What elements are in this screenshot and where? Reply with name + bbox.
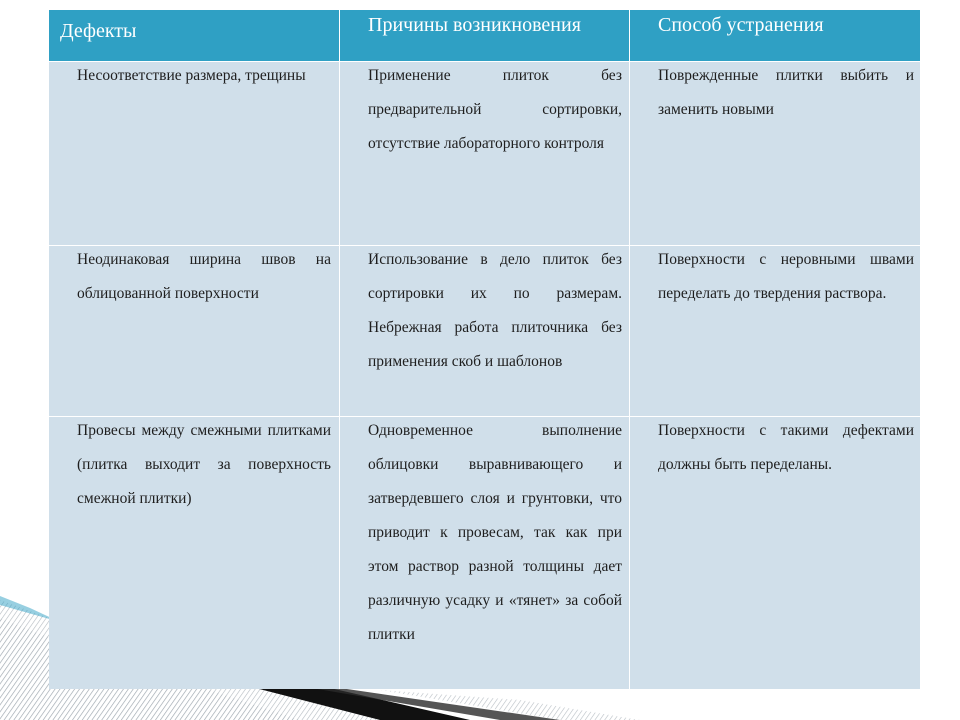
cell-cause-text: Применение плиток без предварительной сортировки, отсутствие лабораторного контроля (368, 67, 622, 152)
cell-fix-text: Поверхности с такими дефектами должны быть переделаны. (658, 422, 914, 473)
cell-fix-text: Поврежденные плитки выбить и заменить новыми (658, 67, 914, 118)
cell-defect-text: Несоответствие размера, трещины (77, 67, 306, 84)
table-header-row (49, 10, 920, 62)
cell-fix (630, 246, 921, 417)
cell-defect (49, 246, 340, 417)
table-row (49, 246, 920, 417)
cell-defect (49, 417, 340, 690)
header-defects (49, 10, 340, 62)
table-row (49, 417, 920, 690)
cell-defect-text: Неодинаковая ширина швов на облицованной поверхности (77, 251, 331, 302)
cell-cause-text: Использование в дело плиток без сортировки их по размерам. Небрежная работа плиточника без применения скоб и шаблонов (368, 251, 622, 370)
cell-cause (340, 62, 630, 246)
header-fix-label: Способ устранения (658, 14, 824, 36)
cell-cause (340, 246, 630, 417)
cell-defect (49, 62, 340, 246)
defects-table (49, 10, 920, 689)
header-causes (340, 10, 630, 62)
cell-fix (630, 62, 921, 246)
cell-cause-text: Одновременное выполнение облицовки выравнивающего и затвердевшего слоя и грунтовки, что приводит к провесам, так как при этом раствор разной толщины дает различную усадку и «тянет» за собой плитки (368, 422, 622, 643)
cell-defect-text: Провесы между смежными плитками (плитка выходит за поверхность смежной плитки) (77, 422, 331, 507)
header-defects-label: Дефекты (60, 20, 137, 42)
cell-cause (340, 417, 630, 690)
cell-fix (630, 417, 921, 690)
header-fix (630, 10, 921, 62)
cell-fix-text: Поверхности с неровными швами переделать до твердения раствора. (658, 251, 914, 302)
header-causes-label: Причины возникновения (368, 14, 581, 36)
table-row (49, 62, 920, 246)
